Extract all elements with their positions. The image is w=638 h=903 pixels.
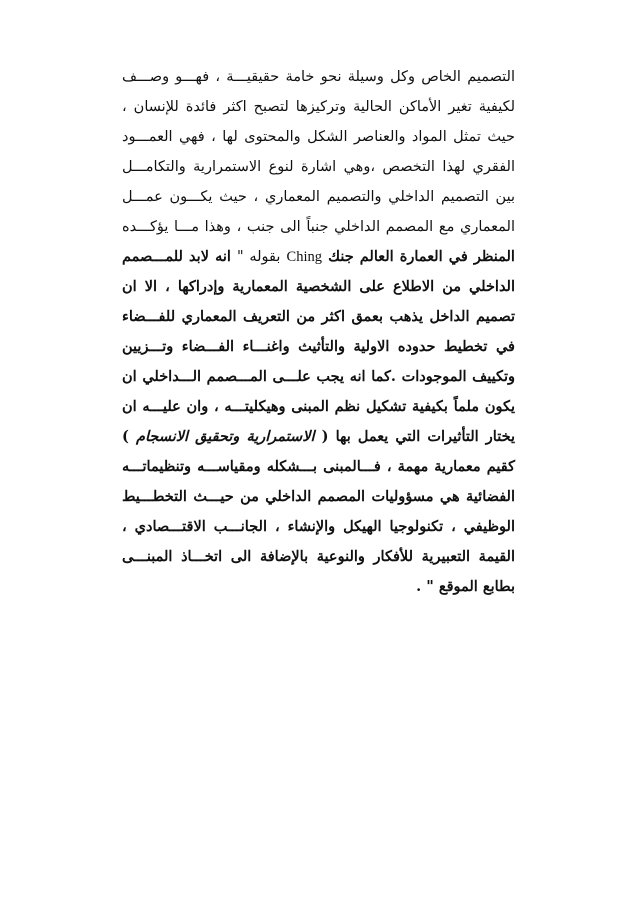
text-line-6: المعماري مع المصمم الداخلي جنباً الى جنب ، وهذا مـــا يؤكـــده: [122, 219, 515, 235]
text-line-8: الداخلي من الاطلاع على الشخصية المعمارية وإدراكها ، الا ان: [122, 278, 515, 295]
text-line-10: في تخطيط حدوده الاولية والتأثيث واغنـــاء الفـــضاء وتـــزيين: [122, 338, 515, 355]
text-line-18: بطابع الموقع " .: [416, 578, 515, 595]
text-line-7: [122, 242, 515, 272]
text-line-14: كقيم معمارية مهمة ، فـــالمبنى بـــشكله ومقياســـه وتنظيماتـــه: [122, 458, 515, 475]
text-line-11: وتكييف الموجودات .كما انه يجب علـــى المـــصمم الـــداخلي ان: [122, 368, 515, 385]
text-line-4: الفقري لهذا التخصص ،وهي اشارة لنوع الاستمرارية والتكامـــل: [122, 159, 515, 175]
quote-start-bold: انه لابد للمـــصمم: [122, 248, 231, 265]
text-line-9: تصميم الداخل يذهب بعمق اكثر من التعريف المعماري للفـــضاء: [122, 308, 515, 325]
text-line-2: لكيفية تغير الأماكن الحالية وتركيزها لتصبح اكثر فائدة للإنسان ،: [122, 99, 515, 115]
quote-intro-bold: المنظر في العمارة العالم جنك: [328, 248, 515, 265]
text-line-5: بين التصميم الداخلي والتصميم المعماري ، حيث يكـــون عمـــل: [122, 189, 515, 205]
quote-opening: بقوله ": [237, 249, 281, 265]
parenthetical-close: ): [122, 428, 129, 445]
text-line-13: [122, 422, 515, 452]
text-line-16: الوظيفي ، تكنولوجيا الهيكل والإنشاء ، الجانـــب الاقتـــصادي ،: [122, 518, 515, 535]
text-line-12: يكون ملماً بكيفية تشكيل نظم المبنى وهيكليتـــه ، وان عليـــه ان: [122, 398, 515, 415]
parenthetical-italic: الاستمرارية وتحقيق الانسجام: [136, 428, 315, 445]
parenthetical-intro: يختار التأثيرات التي يعمل بها (: [321, 428, 515, 445]
text-line-1: التصميم الخاص وكل وسيلة نحو خامة حقيقيـــة ، فهـــو وصـــف: [122, 69, 515, 85]
author-name-latin: Ching: [286, 249, 322, 265]
body-paragraph: [122, 62, 515, 602]
text-line-15: الفضائية هي مسؤوليات المصمم الداخلي من حيـــث التخطـــيط: [122, 488, 515, 505]
text-line-17: القيمة التعبيرية للأفكار والنوعية بالإضافة الى اتخـــاذ المبنـــى: [122, 548, 515, 565]
text-line-3: حيث تمثل المواد والعناصر الشكل والمحتوى لها ، فهي العمـــود: [122, 129, 515, 145]
